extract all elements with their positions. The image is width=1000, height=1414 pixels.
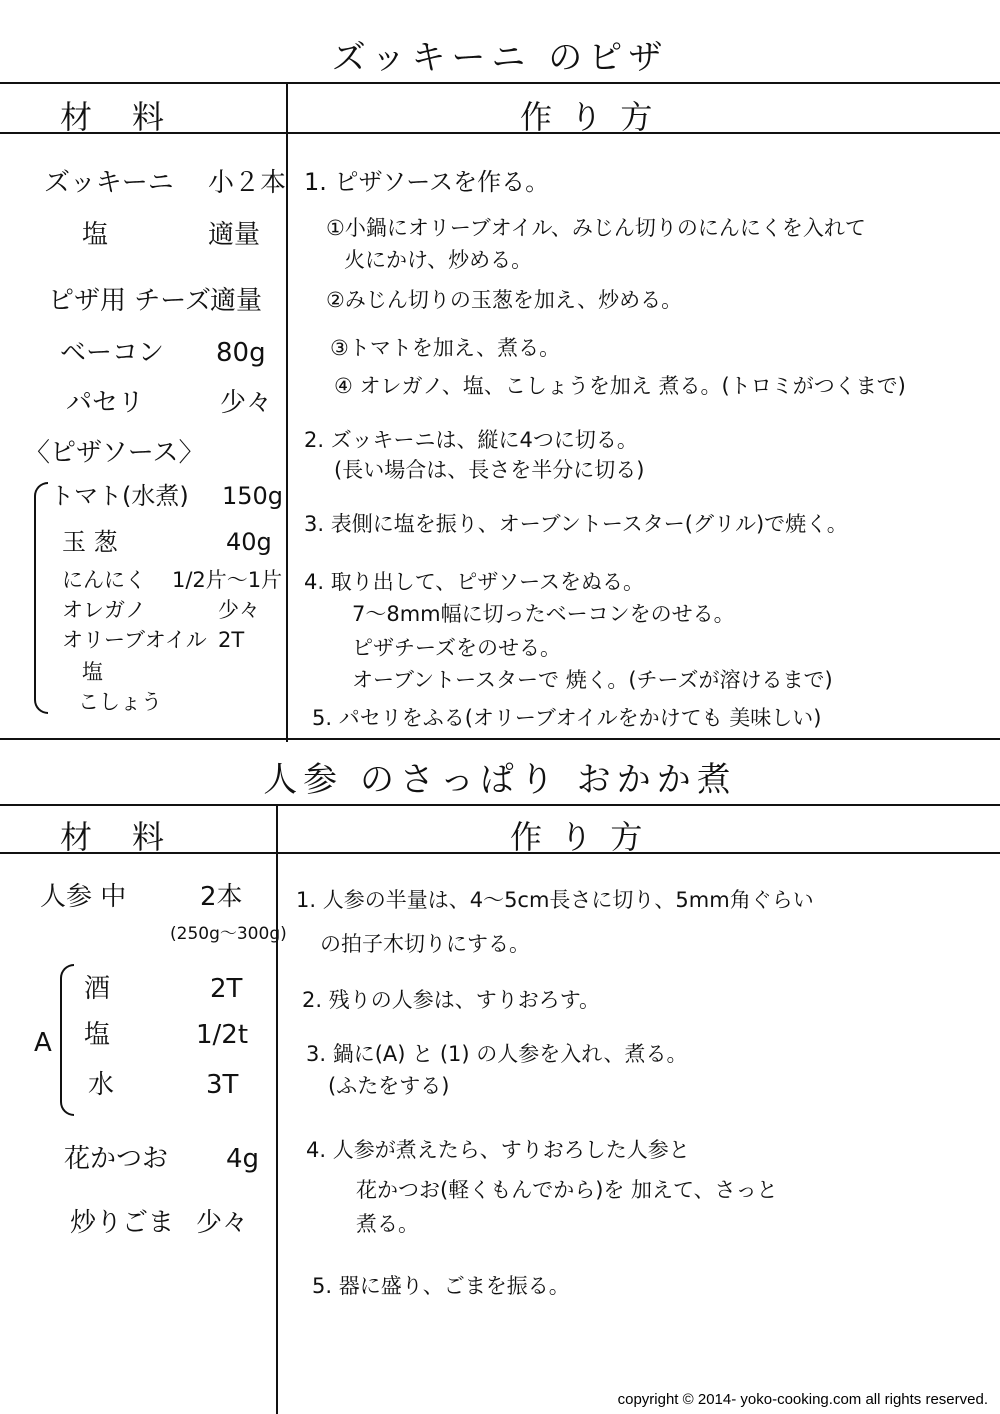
sauce-item-amount: 1/2片〜1片	[172, 568, 283, 592]
recipe1-header-top-rule	[0, 82, 1000, 84]
sauce-item-name: にんにく	[62, 568, 146, 592]
sauce-item-amount: 150g	[222, 482, 284, 510]
step-line: 煮る。	[356, 1212, 419, 1236]
step-line: 7〜8mm幅に切ったベーコンをのせる。	[352, 602, 735, 626]
step-line: の拍子木切りにする。	[320, 932, 530, 956]
ingredient-name: 花かつお	[64, 1144, 169, 1174]
ingredient-name: ズッキーニ	[44, 168, 174, 198]
group-item-name: 酒	[84, 974, 111, 1004]
step-line: 4. 取り出して、ピザソースをぬる。	[304, 570, 645, 594]
sauce-item-name: オレガノ	[62, 598, 146, 622]
ingredient-amount: 2本	[200, 882, 243, 912]
step-line: (ふたをする)	[328, 1074, 450, 1098]
group-item-name: 水	[88, 1070, 115, 1100]
ingredient-name: パセリ	[66, 388, 145, 418]
step-line: 花かつお(軽くもんでから)を 加えて、さっと	[356, 1178, 778, 1202]
group-item-amount: 1/2t	[196, 1020, 249, 1050]
sauce-item-name: 玉 葱	[62, 528, 118, 556]
step-line: (長い場合は、長さを半分に切る)	[334, 458, 645, 482]
step-line: 5. 器に盛り、ごまを振る。	[312, 1274, 570, 1298]
ingredient-name: ベーコン	[60, 338, 165, 368]
group-item-name: 塩	[84, 1020, 111, 1050]
recipe2-column-divider	[276, 804, 278, 1414]
ingredient-name: ピザ用 チーズ	[48, 286, 211, 316]
step-line: 1. 人参の半量は、4〜5cm長さに切り、5mm角ぐらい	[296, 888, 814, 912]
ingredient-name: 炒りごま	[70, 1208, 175, 1238]
step-line: 3. 鍋に(A) と (1) の人参を入れ、煮る。	[306, 1042, 688, 1066]
step-line: 1. ピザソースを作る。	[304, 168, 550, 196]
step-line: 4. 人参が煮えたら、すりおろした人参と	[306, 1138, 690, 1162]
group-item-amount: 3T	[206, 1070, 239, 1100]
recipe2-ingredients-header: 材 料	[60, 818, 169, 856]
ingredient-amount: 少々	[196, 1208, 249, 1238]
sauce-item-name: こしょう	[78, 690, 162, 714]
step-line: ③トマトを加え、煮る。	[330, 336, 561, 360]
recipe1-bottom-rule	[0, 738, 1000, 740]
step-line: 2. ズッキーニは、縦に4つに切る。	[304, 428, 638, 452]
sauce-item-amount: 2T	[218, 628, 245, 652]
sauce-item-name: トマト(水煮)	[50, 482, 189, 510]
group-brace	[60, 964, 74, 1116]
recipe2-header-top-rule	[0, 804, 1000, 806]
step-line: ピザチーズをのせる。	[352, 636, 561, 660]
recipe1-title: ズッキーニ のピザ	[331, 38, 669, 78]
sauce-item-amount: 少々	[218, 598, 260, 622]
ingredient-name: 人参 中	[40, 882, 127, 912]
recipe2-method-header: 作 り 方	[510, 818, 647, 856]
sauce-item-amount: 40g	[226, 528, 272, 556]
group-item-amount: 2T	[210, 974, 243, 1004]
ingredient-amount: 80g	[216, 338, 266, 368]
step-line: 3. 表側に塩を振り、オーブントースター(グリル)で焼く。	[304, 512, 848, 536]
ingredient-amount: 4g	[226, 1144, 260, 1174]
step-line: ②みじん切りの玉葱を加え、炒める。	[326, 288, 683, 312]
sauce-brace	[34, 482, 48, 714]
recipe2-title: 人参 のさっぱり おかか煮	[263, 760, 737, 800]
ingredient-name: 塩	[82, 220, 109, 250]
group-label: A	[34, 1028, 52, 1058]
sauce-item-name: オリーブオイル	[62, 628, 207, 652]
step-line: ④ オレガノ、塩、こしょうを加え 煮る。(トロミがつくまで)	[334, 374, 906, 398]
sauce-item-name: 塩	[82, 660, 103, 684]
ingredient-amount: 適量	[210, 286, 263, 316]
ingredient-amount: 少々	[220, 388, 273, 418]
recipe1-ingredients-header: 材 料	[60, 98, 169, 136]
recipe1-column-divider	[286, 82, 288, 742]
ingredient-note: (250g〜300g)	[170, 924, 287, 944]
recipe1-method-header: 作 り 方	[520, 98, 657, 136]
sauce-heading: 〈ピザソース〉	[24, 438, 205, 468]
step-line: オーブントースターで 焼く。(チーズが溶けるまで)	[352, 668, 833, 692]
step-line: ①小鍋にオリーブオイル、みじん切りのにんにくを入れて	[326, 216, 866, 240]
step-line: 火にかけ、炒める。	[344, 248, 533, 272]
step-line: 5. パセリをふる(オリーブオイルをかけても 美味しい)	[312, 706, 822, 730]
step-line: 2. 残りの人参は、すりおろす。	[302, 988, 601, 1012]
ingredient-amount: 小２本	[208, 168, 287, 198]
copyright-notice: copyright © 2014- yoko-cooking.com all rights reserved.	[617, 1391, 988, 1408]
ingredient-amount: 適量	[208, 220, 261, 250]
